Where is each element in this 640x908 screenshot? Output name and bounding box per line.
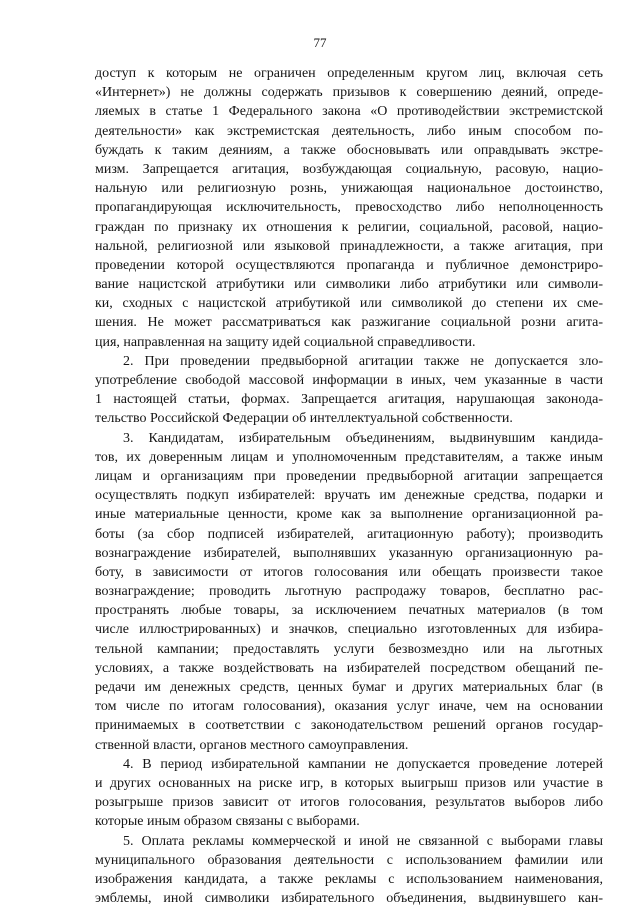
text-line: 5. Оплата рекламы коммерческой и иной не связанной с выборами главы (95, 832, 603, 851)
text-line: вознаграждение; проводить льготную распродажу товаров, бесплатно рас- (95, 582, 603, 601)
text-line: пропагандирующая исключительность, превосходство либо неполноценность (95, 198, 603, 217)
text-line: «Интернет») не должны содержать призывов к совершению деяний, опреде- (95, 83, 603, 102)
body-text (95, 64, 603, 908)
text-line: граждан по признаку их отношения к религии, социальной, расовой, нацио- (95, 218, 603, 237)
text-line: эмблемы, иной символики избирательного объединения, выдвинувшего кан- (95, 889, 603, 908)
text-line: ки, сходных с нацистской атрибутикой или символикой до степени их сме- (95, 294, 603, 313)
text-line: осуществлять подкуп избирателей: вручать им денежные средства, подарки и (95, 486, 603, 505)
paragraph-5 (95, 832, 603, 908)
text-line: числе иллюстрированных) и значков, специально изготовленных для избира- (95, 620, 603, 639)
text-line: тельство Российской Федерации об интеллектуальной собственности. (95, 409, 603, 428)
text-line: муниципального образования деятельности с использованием фамилии или (95, 851, 603, 870)
text-line: боту, в зависимости от итогов голосования или обещать произвести такое (95, 563, 603, 582)
text-line: доступ к которым не ограничен определенным кругом лиц, включая сеть (95, 64, 603, 83)
text-line: боты (за сбор подписей избирателей, агитационную работу); производить (95, 525, 603, 544)
text-line: нальной, религиозной или языковой принадлежности, а также агитация, при (95, 237, 603, 256)
text-line: редачи им денежных средств, ценных бумаг и других материальных благ (в (95, 678, 603, 697)
text-line: изображения кандидата, а также рекламы с использованием наименования, (95, 870, 603, 889)
paragraph-4 (95, 755, 603, 832)
text-line: деятельности» как экстремистская деятельность, либо иным способом по- (95, 122, 603, 141)
text-line: 3. Кандидатам, избирательным объединениям, выдвинувшим кандида- (95, 429, 603, 448)
text-line: ственной власти, органов местного самоуправления. (95, 736, 603, 755)
text-line: условиях, а также воздействовать на избирателей посредством обещаний пе- (95, 659, 603, 678)
text-line: употребление свободой массовой информации в иных, чем указанные в части (95, 371, 603, 390)
text-line: вание нацистской атрибутики или символики либо атрибутики или символи- (95, 275, 603, 294)
text-line: вознаграждение избирателей, выполнявших указанную организационную ра- (95, 544, 603, 563)
text-line: которые иным образом связаны с выборами. (95, 812, 603, 831)
text-line: и других основанных на риске игр, в которых выигрыш призов или участие в (95, 774, 603, 793)
text-line: ляемых в статье 1 Федерального закона «О противодействии экстремистской (95, 102, 603, 121)
text-line: 2. При проведении предвыборной агитации также не допускается зло- (95, 352, 603, 371)
text-line: 4. В период избирательной кампании не допускается проведение лотерей (95, 755, 603, 774)
text-line: тельной кампании; предоставлять услуги безвозмездно или на льготных (95, 640, 603, 659)
text-line: том числе по итогам голосования), оказания услуг иначе, чем на основании (95, 697, 603, 716)
text-line: шения. Не может рассматриваться как разжигание социальной розни агита- (95, 313, 603, 332)
text-line: лицам и организациям при проведении предвыборной агитации запрещается (95, 467, 603, 486)
text-line: мизм. Запрещается агитация, возбуждающая социальную, расовую, нацио- (95, 160, 603, 179)
text-line: принимаемых в соответствии с законодательством решений органов государ- (95, 716, 603, 735)
text-line: тов, их доверенным лицам и уполномоченным представителям, а также иным (95, 448, 603, 467)
text-line: иные материальные ценности, кроме как за выполнение организационной ра- (95, 505, 603, 524)
text-line: буждать к таким деяниям, а также обосновывать или оправдывать экстре- (95, 141, 603, 160)
page-number: 77 (0, 35, 640, 51)
text-line: проведении которой осуществляются пропаганда и публичное демонстриро- (95, 256, 603, 275)
paragraph-1-continuation (95, 64, 603, 352)
text-line: розыгрыше призов зависит от итогов голосования, результатов выборов либо (95, 793, 603, 812)
text-line: ция, направленная на защиту идей социальной справедливости. (95, 333, 603, 352)
text-line: пространять любые товары, за исключением печатных материалов (в том (95, 601, 603, 620)
text-line: нальную или религиозную рознь, унижающая национальное достоинство, (95, 179, 603, 198)
paragraph-2 (95, 352, 603, 429)
paragraph-3 (95, 429, 603, 755)
text-line: 1 настоящей статьи, формах. Запрещается агитация, нарушающая законода- (95, 390, 603, 409)
